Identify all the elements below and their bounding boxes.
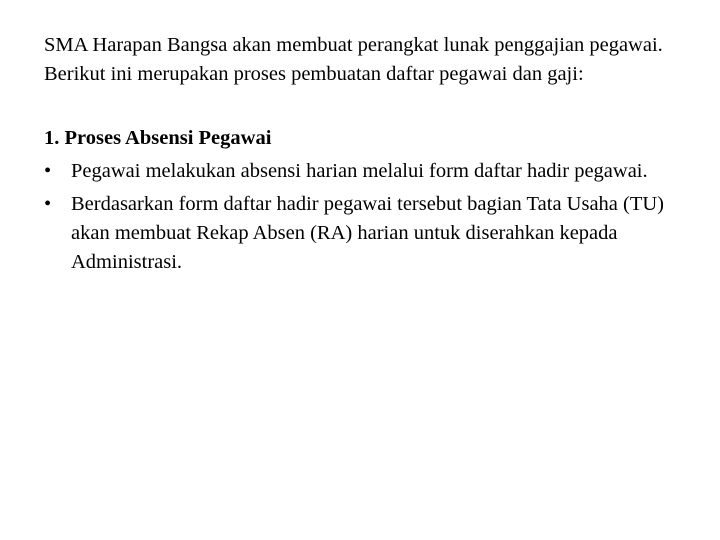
bullet-item [44, 157, 690, 186]
bullet-icon: • [44, 193, 52, 215]
bullet-list [44, 157, 690, 277]
bullet-item [44, 190, 690, 277]
spacer [44, 89, 690, 124]
bullet-icon: • [44, 160, 52, 182]
section-heading: 1. Proses Absensi Pegawai [44, 127, 272, 149]
intro-paragraph-2: Berikut ini merupakan proses pembuatan daftar pegawai dan gaji: [44, 63, 584, 85]
bullet-text: Berdasarkan form daftar hadir pegawai tersebut bagian Tata Usaha (TU) akan membuat Rekap Absen (RA) harian untuk diserahkan kepada Administrasi. [71, 193, 664, 273]
bullet-text: Pegawai melakukan absensi harian melalui form daftar hadir pegawai. [71, 160, 648, 182]
intro-paragraph-1: SMA Harapan Bangsa akan membuat perangkat lunak penggajian pegawai. [44, 34, 663, 56]
